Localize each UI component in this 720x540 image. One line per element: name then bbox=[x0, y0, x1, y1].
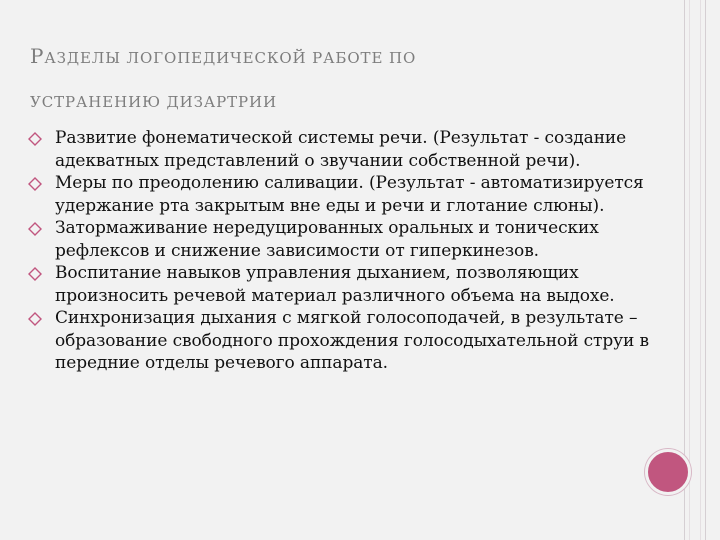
diamond-bullet-icon bbox=[28, 267, 42, 281]
list-item bbox=[27, 307, 672, 375]
list-item-text: Затормаживание нередуцированных оральных и тонических рефлексов и снижение зависимости от гиперкинезов. bbox=[55, 218, 599, 261]
list-item-text: Меры по преодолению саливации. (Результат - автоматизируется удержание рта закрытым вне еды и речи и глотание слюны). bbox=[55, 173, 644, 216]
title-line1: АЗДЕЛЫ ЛОГОПЕДИЧЕСКОЙ РАБОТЕ ПО bbox=[44, 49, 417, 67]
list-item bbox=[27, 217, 672, 262]
diamond-bullet-icon bbox=[28, 132, 42, 146]
list-item-text: Синхронизация дыхания с мягкой голосоподачей, в результате – образование свободного прохождения голосодыхательной струи в передние отделы речевого аппарата. bbox=[55, 308, 650, 373]
list-item-text: Воспитание навыков управления дыханием, позволяющих произносить речевой материал различного объема на выдохе. bbox=[55, 263, 615, 306]
diamond-bullet-icon bbox=[28, 177, 42, 191]
bullet-list bbox=[27, 127, 672, 375]
accent-circle bbox=[645, 449, 691, 495]
title-initial: Р bbox=[30, 44, 45, 68]
diamond-bullet-icon bbox=[28, 222, 42, 236]
list-item-text: Развитие фонематической системы речи. (Результат - создание адекватных представлений о звучании собственной речи). bbox=[55, 128, 627, 171]
list-item bbox=[27, 127, 672, 172]
diamond-bullet-icon bbox=[28, 312, 42, 326]
title-line2: УСТРАНЕНИЮ ДИЗАРТРИИ bbox=[30, 93, 277, 111]
list-item bbox=[27, 172, 672, 217]
list-item bbox=[27, 262, 672, 307]
slide-title bbox=[30, 34, 630, 124]
